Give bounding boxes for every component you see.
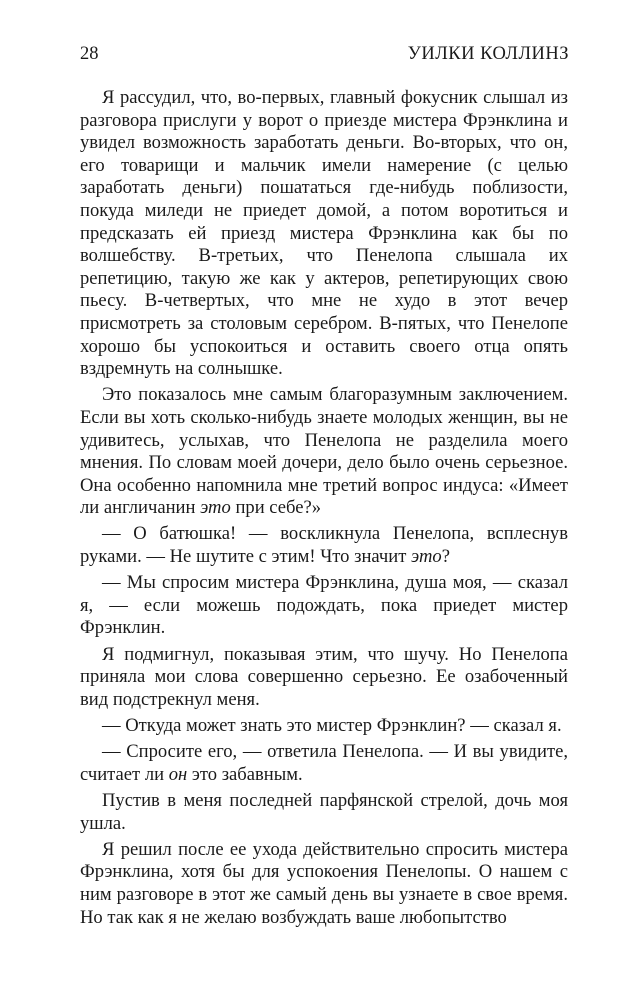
text-run: при себе?» [230,497,322,519]
paragraph [80,87,568,381]
italic-word: это [200,497,231,519]
text-run: Это показалось мне самым благоразумным заключением. Если вы хоть сколько-нибудь знаете молодых женщин, вы не удивитесь, услыхав, что Пенелопа не разделила моего мнения. По словам моей дочери, дело было очень серьезное. Она особенно напомнила мне третий вопрос индуса: «Имеет ли англичанин [80,384,568,519]
text-run: — О батюшка! — воскликнула Пенелопа, всплеснув руками. — Не шутите с этим! Что значит [80,523,568,568]
text-run: — Спросите его, — ответила Пенелопа. — И вы увидите, считает ли [80,741,568,785]
text-run: ? [441,546,450,568]
text-run: — Откуда может знать это мистер Фрэнклин? — сказал я. [102,715,562,736]
paragraph [80,523,568,568]
body-text [80,87,568,929]
page-number: 28 [80,44,99,64]
paragraph [80,644,568,712]
paragraph [80,384,568,520]
running-title: УИЛКИ КОЛЛИНЗ [407,44,569,64]
text-run: Я рассудил, что, во-первых, главный фокусник слышал из разговора прислуги у ворот о приезде мистера Фрэнклина и увидел возможность заработать деньги. Во-вторых, что он, его товарищи и мальчик имели намерение (с целью заработать деньги) пошататься где-нибудь поблизости, покуда миледи не приедет домой, а потом воротиться и предсказать ей приезд мистера Фрэнклина как бы по волшебству. В-третьих, что Пенелопа слышала их репетицию, такую же как у актеров, репетирующих свою пьесу. В-четвертых, что мне не худо в этот вечер присмотреть за столовым серебром. В-пятых, что Пенелопе хорошо бы успокоиться и оставить своего отца опять вздремнуть на солнышке. [80,87,568,380]
text-run: Я подмигнул, показывая этим, что шучу. Но Пенелопа приняла мои слова совершенно серьезно. Ее озабоченный вид подстрекнул меня. [80,643,568,710]
text-run: — Мы спросим мистера Фрэнклина, душа моя, — сказал я, — если можешь подождать, пока приедет мистер Фрэнклин. [80,572,568,639]
text-run: это забавным. [187,763,303,785]
paragraph [80,790,568,835]
page-header [80,40,569,68]
italic-word: это [411,546,442,568]
paragraph [80,715,568,738]
italic-word: он [168,763,188,785]
text-run: Я решил после ее ухода действительно спросить мистера Фрэнклина, хотя бы для успокоения Пенелопы. О нашем с ним разговоре в этот же самый день вы узнаете в свое время. Но так как я не желаю возбуждать ваше любопытство [80,838,568,928]
text-run: Пустив в меня последней парфянской стрелой, дочь моя ушла. [80,789,568,834]
paragraph [80,572,568,640]
paragraph [80,839,568,929]
paragraph [80,741,568,786]
